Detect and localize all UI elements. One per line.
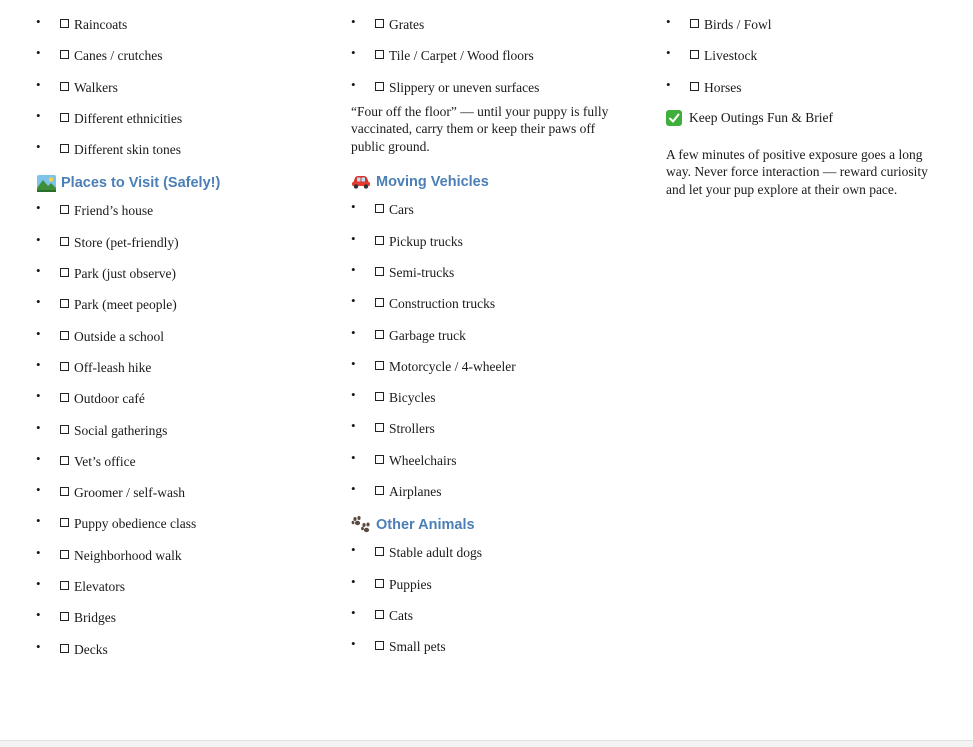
checkbox-icon: [60, 487, 69, 496]
bullet-point: •: [351, 199, 356, 215]
checkbox-icon: [60, 518, 69, 527]
checklist-item-label: Park (just observe): [74, 266, 176, 282]
checklist-item-label: Outdoor café: [74, 391, 145, 407]
bullet-point: •: [351, 636, 356, 652]
checklist-item-label: Tile / Carpet / Wood floors: [389, 48, 534, 64]
checklist-item: [351, 47, 641, 78]
checkbox-icon: [690, 19, 699, 28]
checkbox-icon: [60, 268, 69, 277]
checklist-item-label: Walkers: [74, 79, 118, 95]
bullet-point: •: [36, 294, 41, 310]
checkbox-icon: [375, 610, 384, 619]
checkbox-icon: [60, 144, 69, 153]
checklist-item-label: Store (pet-friendly): [74, 234, 179, 250]
checklist-item-label: Construction trucks: [389, 296, 496, 312]
checklist-item: [351, 544, 641, 575]
column-3-top-list: [666, 16, 956, 110]
checklist-item: [351, 355, 641, 389]
checklist-item: [351, 16, 641, 47]
checklist-item-label: Bicycles: [389, 390, 436, 406]
checklist-item: [666, 16, 956, 47]
column-2: [351, 16, 641, 670]
places-list: [36, 202, 326, 671]
bullet-point: •: [36, 388, 41, 404]
checkbox-icon: [60, 331, 69, 340]
checkbox-icon: [375, 267, 384, 276]
bullet-point: •: [666, 45, 671, 61]
places-heading: [36, 172, 326, 194]
bullet-point: •: [36, 576, 41, 592]
checkbox-icon: [375, 547, 384, 556]
checkbox-icon: [375, 330, 384, 339]
checklist-item-label: Horses: [704, 79, 742, 95]
checklist-item: [351, 76, 641, 110]
bullet-point: •: [351, 604, 356, 620]
checklist-item-label: Motorcycle / 4-wheeler: [389, 358, 516, 374]
vehicles-title: Moving Vehicles: [376, 174, 489, 191]
checkbox-icon: [60, 50, 69, 59]
checklist-item-label: Cars: [389, 202, 414, 218]
animals-heading: [351, 514, 641, 536]
checklist-item: [351, 389, 641, 420]
bullet-point: •: [351, 542, 356, 558]
tip-text: A few minutes of positive exposure goes a long way. Never force interaction — reward curiosity and let your pup explore at their own pace.: [666, 146, 928, 197]
bullet-point: •: [351, 293, 356, 309]
checklist-item-label: Cats: [389, 607, 414, 623]
check-mark-icon: [666, 110, 682, 126]
checkbox-icon: [375, 19, 384, 28]
bullet-point: •: [36, 107, 41, 123]
checklist-item-label: Airplanes: [389, 484, 442, 500]
column-2-top-list: [351, 16, 641, 110]
checklist-item-label: Wheelchairs: [389, 452, 457, 468]
checkbox-icon: [375, 579, 384, 588]
floor-note: “Four off the floor” — until your puppy is fully vaccinated, carry them or keep their paws off public ground.: [351, 103, 609, 154]
car-icon: [351, 173, 371, 191]
checklist-item: [36, 515, 326, 546]
checklist-item: [36, 141, 326, 172]
places-title: Places to Visit (Safely!): [61, 175, 221, 192]
checklist-item: [36, 390, 326, 421]
bullet-point: •: [36, 638, 41, 654]
checklist-item: [36, 578, 326, 609]
bullet-point: •: [666, 14, 671, 29]
checklist-item: [666, 47, 956, 78]
checkbox-icon: [60, 550, 69, 559]
checkbox-icon: [375, 455, 384, 464]
checkbox-icon: [60, 393, 69, 402]
checklist-item-label: Birds / Fowl: [704, 17, 772, 32]
bullet-point: •: [351, 261, 356, 277]
checkbox-icon: [60, 456, 69, 465]
checklist-item-label: Bridges: [74, 610, 116, 626]
column-3: [666, 16, 956, 198]
bullet-point: •: [351, 481, 356, 497]
checklist-item: [351, 230, 641, 264]
checkbox-icon: [375, 236, 384, 245]
checklist-item: [36, 265, 326, 296]
checkbox-icon: [375, 82, 384, 91]
bullet-point: •: [36, 14, 41, 29]
bullet-point: •: [351, 76, 356, 92]
checkbox-icon: [60, 19, 69, 28]
checklist-item-label: Outside a school: [74, 328, 164, 344]
tip-heading-text: Keep Outings Fun & Brief: [689, 109, 833, 125]
checkbox-icon: [60, 644, 69, 653]
checkbox-icon: [375, 50, 384, 59]
checklist-item-label: Livestock: [704, 48, 758, 64]
checklist-item: [351, 420, 641, 451]
checkbox-icon: [375, 298, 384, 307]
park-landscape-icon: [36, 174, 56, 192]
checklist-item: [351, 573, 641, 607]
bullet-point: •: [36, 263, 41, 279]
bullet-point: •: [36, 356, 41, 372]
bullet-point: •: [351, 449, 356, 465]
checklist-item: [351, 201, 641, 232]
checklist-item: [36, 202, 326, 233]
bullet-point: •: [36, 76, 41, 92]
bullet-point: •: [36, 482, 41, 498]
column-1-top-list: [36, 16, 326, 172]
checklist-item: [666, 76, 956, 110]
bullet-point: •: [351, 387, 356, 403]
checklist-item-label: Friend’s house: [74, 203, 154, 219]
checkbox-icon: [60, 581, 69, 590]
bullet-point: •: [36, 200, 41, 216]
checklist-item-label: Slippery or uneven surfaces: [389, 79, 540, 95]
checkbox-icon: [60, 205, 69, 214]
checklist-item-label: Semi-trucks: [389, 264, 455, 280]
checklist-item: [351, 483, 641, 514]
checklist-item: [351, 449, 641, 483]
checkbox-icon: [60, 82, 69, 91]
vehicles-list: [351, 201, 641, 514]
checkbox-icon: [375, 423, 384, 432]
checklist-item: [36, 76, 326, 110]
checkbox-icon: [60, 113, 69, 122]
bullet-point: •: [36, 419, 41, 435]
checkbox-icon: [375, 486, 384, 495]
checklist-item-label: Decks: [74, 641, 108, 657]
checklist-item: [351, 324, 641, 358]
bullet-point: •: [36, 607, 41, 623]
checklist-item-label: Puppy obedience class: [74, 516, 197, 532]
checklist-item: [36, 107, 326, 141]
checklist-item: [36, 484, 326, 515]
checkbox-icon: [375, 361, 384, 370]
bullet-point: •: [36, 544, 41, 560]
checklist-item-label: Neighborhood walk: [74, 547, 182, 563]
checklist-item: [351, 261, 641, 295]
checklist-item-label: Garbage truck: [389, 327, 466, 343]
checklist-item: [36, 609, 326, 640]
checklist-item-label: Social gatherings: [74, 422, 168, 438]
tip-heading: [666, 108, 956, 128]
checklist-item-label: Puppies: [389, 576, 432, 592]
checklist-item: [36, 638, 326, 672]
bullet-point: •: [351, 14, 356, 29]
checkbox-icon: [60, 425, 69, 434]
checkbox-icon: [375, 641, 384, 650]
checklist-item-label: Vet’s office: [74, 453, 136, 469]
checklist-item-label: Pickup trucks: [389, 233, 463, 249]
checklist-item-label: Raincoats: [74, 17, 128, 32]
checklist-item: [351, 295, 641, 326]
checkbox-icon: [60, 362, 69, 371]
bullet-point: •: [36, 231, 41, 247]
bullet-point: •: [36, 45, 41, 61]
checklist-item: [36, 544, 326, 578]
checklist-item-label: Different ethnicities: [74, 110, 183, 126]
checklist-item: [351, 638, 641, 669]
bullet-point: •: [36, 139, 41, 155]
checklist-item-label: Off-leash hike: [74, 359, 152, 375]
checklist-item: [36, 16, 326, 47]
checklist-item-label: Small pets: [389, 639, 446, 655]
checklist-item-label: Canes / crutches: [74, 48, 163, 64]
checklist-item: [36, 296, 326, 327]
bullet-point: •: [666, 76, 671, 92]
checklist-item: [351, 604, 641, 638]
checklist-item-label: Groomer / self-wash: [74, 485, 185, 501]
bullet-point: •: [36, 513, 41, 529]
checkbox-icon: [60, 237, 69, 246]
bullet-point: •: [351, 230, 356, 246]
checklist-item: [36, 325, 326, 359]
bullet-point: •: [36, 325, 41, 341]
checklist-item-label: Stable adult dogs: [389, 545, 482, 561]
bullet-point: •: [351, 418, 356, 434]
checkbox-icon: [375, 392, 384, 401]
checklist-item-label: Grates: [389, 17, 425, 32]
bullet-point: •: [351, 45, 356, 61]
checklist-item: [36, 356, 326, 390]
checklist-item: [36, 231, 326, 265]
animals-list: [351, 544, 641, 669]
checklist-item-label: Elevators: [74, 579, 125, 595]
bullet-point: •: [351, 573, 356, 589]
column-1: [36, 16, 326, 672]
checklist-item-label: Park (meet people): [74, 297, 177, 313]
checkbox-icon: [690, 50, 699, 59]
bullet-point: •: [36, 450, 41, 466]
checklist-item: [36, 419, 326, 453]
vehicles-heading: [351, 171, 641, 193]
checkbox-icon: [60, 612, 69, 621]
checkbox-icon: [690, 82, 699, 91]
paw-prints-icon: [351, 516, 371, 534]
animals-title: Other Animals: [376, 517, 475, 534]
checklist-item: [36, 47, 326, 78]
checklist-item-label: Strollers: [389, 421, 435, 437]
bullet-point: •: [351, 324, 356, 340]
bullet-point: •: [351, 355, 356, 371]
checkbox-icon: [375, 204, 384, 213]
checklist-item: [36, 450, 326, 484]
checkbox-icon: [60, 299, 69, 308]
checklist-item-label: Different skin tones: [74, 142, 181, 158]
